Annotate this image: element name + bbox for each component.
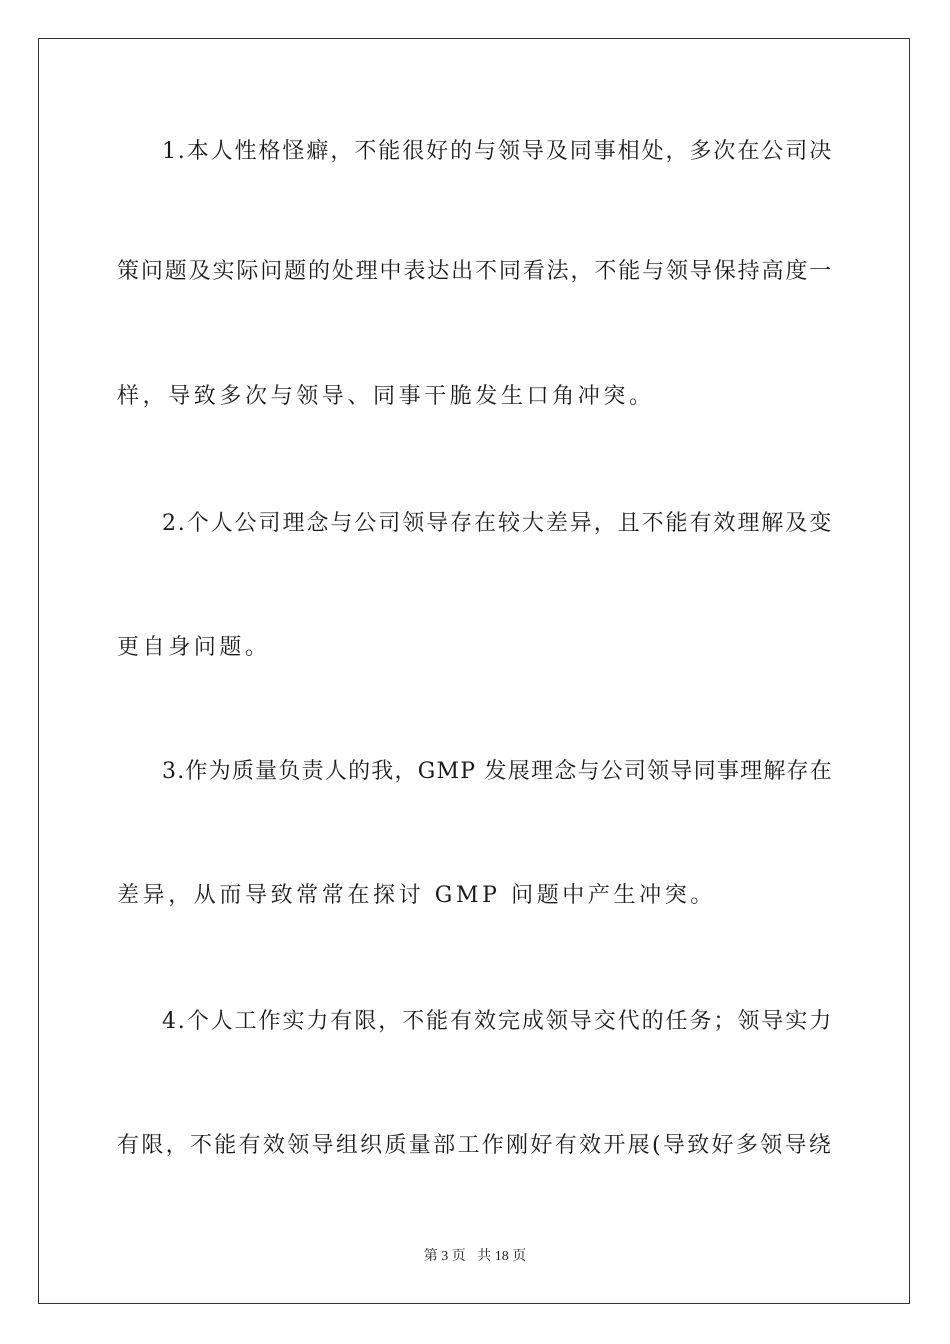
paragraph-1-line-3: 样，导致多次与领导、同事干脆发生口角冲突。	[117, 384, 655, 409]
paragraph-4-line-2: 有限，不能有效领导组织质量部工作刚好有效开展(导致好多领导绕	[117, 1133, 833, 1158]
total-pages: 共 18 页	[477, 1249, 527, 1264]
page-number: 第 3 页	[423, 1249, 466, 1264]
paragraph-1-line-1: 1.本人性格怪癖，不能很好的与领导及同事相处，多次在公司决	[162, 139, 833, 164]
paragraph-2-line-2: 更自身问题。	[117, 635, 271, 660]
paragraph-2-line-1: 2.个人公司理念与公司领导存在较大差异，且不能有效理解及变	[162, 511, 833, 536]
paragraph-4-line-1: 4.个人工作实力有限，不能有效完成领导交代的任务；领导实力	[162, 1009, 833, 1034]
paragraph-3-line-2: 差异，从而导致常常在探讨 GMP 问题中产生冲突。	[117, 883, 716, 908]
page-border	[38, 38, 910, 1304]
page-footer	[0, 1245, 950, 1265]
paragraph-3-line-1: 3.作为质量负责人的我，GMP 发展理念与公司领导同事理解存在	[162, 759, 833, 784]
paragraph-1-line-2: 策问题及实际问题的处理中表达出不同看法，不能与领导保持高度一	[117, 259, 833, 284]
